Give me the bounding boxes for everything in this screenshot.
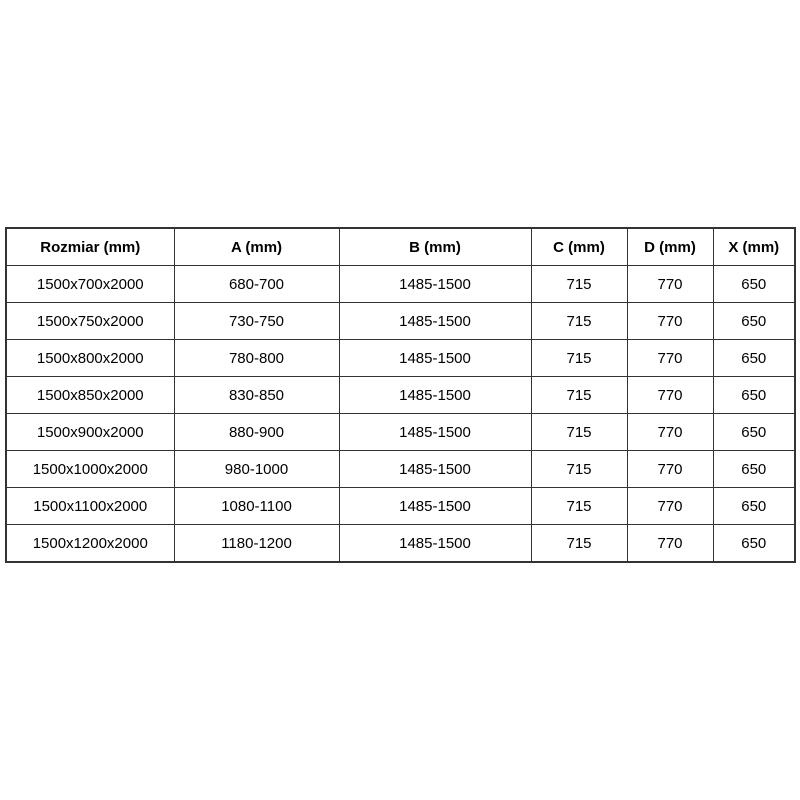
cell-c: 715 <box>531 340 627 377</box>
cell-rozmiar: 1500x900x2000 <box>6 414 174 451</box>
cell-a: 780-800 <box>174 340 339 377</box>
cell-b: 1485-1500 <box>339 303 531 340</box>
cell-rozmiar: 1500x800x2000 <box>6 340 174 377</box>
cell-a: 1180-1200 <box>174 525 339 563</box>
cell-x: 650 <box>713 488 795 525</box>
table-row <box>6 451 795 488</box>
cell-b: 1485-1500 <box>339 340 531 377</box>
column-header-x: X (mm) <box>713 228 795 266</box>
cell-rozmiar: 1500x1200x2000 <box>6 525 174 563</box>
cell-a: 730-750 <box>174 303 339 340</box>
cell-b: 1485-1500 <box>339 525 531 563</box>
cell-x: 650 <box>713 340 795 377</box>
cell-b: 1485-1500 <box>339 377 531 414</box>
cell-x: 650 <box>713 377 795 414</box>
cell-d: 770 <box>627 451 713 488</box>
cell-c: 715 <box>531 414 627 451</box>
table-row <box>6 488 795 525</box>
column-header-rozmiar: Rozmiar (mm) <box>6 228 174 266</box>
size-spec-table-container <box>5 227 796 563</box>
column-header-d: D (mm) <box>627 228 713 266</box>
cell-b: 1485-1500 <box>339 266 531 303</box>
cell-d: 770 <box>627 340 713 377</box>
cell-rozmiar: 1500x1100x2000 <box>6 488 174 525</box>
table-row <box>6 266 795 303</box>
cell-x: 650 <box>713 414 795 451</box>
column-header-a: A (mm) <box>174 228 339 266</box>
cell-a: 830-850 <box>174 377 339 414</box>
cell-c: 715 <box>531 451 627 488</box>
cell-d: 770 <box>627 266 713 303</box>
table-row <box>6 377 795 414</box>
cell-x: 650 <box>713 266 795 303</box>
cell-b: 1485-1500 <box>339 488 531 525</box>
size-spec-table <box>5 227 796 563</box>
cell-a: 680-700 <box>174 266 339 303</box>
cell-a: 880-900 <box>174 414 339 451</box>
cell-x: 650 <box>713 525 795 563</box>
cell-c: 715 <box>531 488 627 525</box>
table-row <box>6 525 795 563</box>
cell-c: 715 <box>531 377 627 414</box>
cell-d: 770 <box>627 525 713 563</box>
cell-c: 715 <box>531 525 627 563</box>
cell-b: 1485-1500 <box>339 451 531 488</box>
cell-x: 650 <box>713 303 795 340</box>
cell-c: 715 <box>531 303 627 340</box>
table-row <box>6 303 795 340</box>
cell-a: 1080-1100 <box>174 488 339 525</box>
cell-d: 770 <box>627 414 713 451</box>
cell-rozmiar: 1500x850x2000 <box>6 377 174 414</box>
cell-d: 770 <box>627 488 713 525</box>
table-row <box>6 414 795 451</box>
cell-c: 715 <box>531 266 627 303</box>
cell-rozmiar: 1500x700x2000 <box>6 266 174 303</box>
table-row <box>6 340 795 377</box>
cell-rozmiar: 1500x750x2000 <box>6 303 174 340</box>
cell-rozmiar: 1500x1000x2000 <box>6 451 174 488</box>
cell-d: 770 <box>627 377 713 414</box>
column-header-b: B (mm) <box>339 228 531 266</box>
column-header-c: C (mm) <box>531 228 627 266</box>
cell-b: 1485-1500 <box>339 414 531 451</box>
table-header-row <box>6 228 795 266</box>
cell-d: 770 <box>627 303 713 340</box>
cell-a: 980-1000 <box>174 451 339 488</box>
cell-x: 650 <box>713 451 795 488</box>
